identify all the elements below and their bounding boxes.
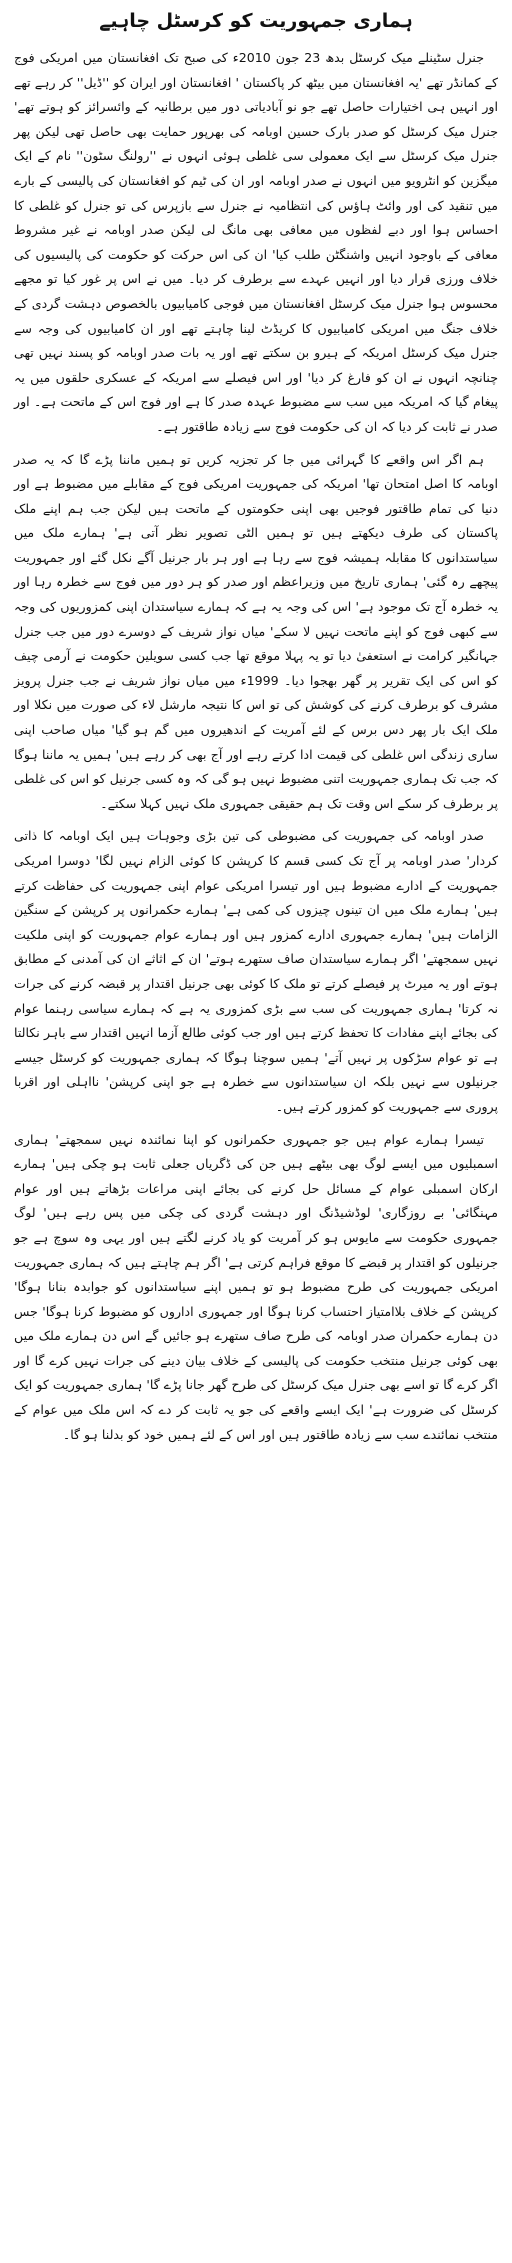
article-paragraph-3: صدر اوبامہ کی جمہوریت کی مضبوطی کی تین بڑی وجوہات ہیں ایک اوبامہ کا ذاتی کردار' صدر اوبامہ پر آج تک کسی قسم کا کرپشن کا کوئی الزام نہیں لگا' دوسرا امریکی جمہوریت کے ادارے مضبوط ہیں اور تیسرا امریکی عوام اپنی جمہوریت کی حفاظت کرتے ہیں' ہمارے ملک میں ان تینوں چیزوں کی کمی ہے' ہمارے حکمرانوں پر کرپشن کے سنگین الزامات ہیں' ہمارے جمہوری ادارے کمزور ہیں اور ہمارے عوام جمہوریت کو اپنی ملکیت نہیں سمجھتے' اگر ہمارے سیاستدان صاف ستھرے ہوتے' ان کے اثاثے ان کی آمدنی کے مطابق ہوتے اور یہ میرٹ پر فیصلے کرتے تو ملک کا کوئی بھی جرنیل اقتدار پر قبضہ کرنے کی جرات نہ کرتا' ہماری جمہوریت کی سب سے بڑی کمزوری یہ ہے کہ ہمارے سیاسی رہنما عوام کی بجائے اپنے مفادات کا تحفظ کرتے ہیں اور جب کوئی طالع آزما انہیں اقتدار سے باہر نکالتا ہے تو عوام سڑکوں پر نہیں آتے' ہمیں سوچنا ہوگا کہ ہماری جمہوریت کو کرسٹل جیسے جرنیلوں سے نہیں بلکہ ان سیاستدانوں سے خطرہ ہے جو اپنی کرپشن' نااہلی اور اقربا پروری سے جمہوریت کو کمزور کرتے ہیں۔ [14, 828, 498, 1114]
article-paragraph-1: جنرل سٹینلے میک کرسٹل بدھ 23 جون 2010ء کی صبح تک افغانستان میں امریکی فوج کے کمانڈر تھے 'یہ افغانستان میں بیٹھ کر پاکستان ' افغانستان اور ایران کو ''ڈیل'' کر رہے تھے اور انہیں ہی اختیارات حاصل تھے جو نو آبادیاتی دور میں برطانیہ کے وائسرائز کو ہوتے تھے' جنرل میک کرسٹل کو صدر بارک حسین اوبامہ کی بھرپور حمایت بھی حاصل تھی لیکن پھر جنرل میک کرسٹل سے ایک معمولی سی غلطی ہوئی انہوں نے ''رولنگ سٹون'' نام کے ایک میگزین کو انٹرویو میں انہوں نے صدر اوبامہ اور ان کی ٹیم کو افغانستان کی پالیسی کے بارے میں تنقید کی اور وائٹ ہاؤس کی انتظامیہ نے جنرل سے بازپرس کی تو جنرل کو غلطی کا احساس ہوا اور دبے لفظوں میں معافی بھی مانگ لی لیکن صدر اوبامہ نے غیر مشروط معافی کے باوجود انہیں واشنگٹن طلب کیا' ان کی اس حرکت کو حکومت کی پالیسیوں کی خلاف ورزی قرار دیا اور انہیں عہدے سے برطرف کر دیا۔ میں نے اس پر غور کیا تو مجھے محسوس ہوا جنرل میک کرسٹل افغانستان میں فوجی کامیابیوں بالخصوص دہشت گردی کے خلاف جنگ میں امریکی کامیابیوں کا کریڈٹ لینا چاہتے تھے اور ان کامیابیوں کی وجہ سے جنرل میک کرسٹل امریکہ کے ہیرو بن سکتے تھے اور یہ بات صدر اوبامہ کو پسند نہیں تھی چنانچہ انہوں نے ان کو فارغ کر دیا' اور اس فیصلے سے امریکہ کے عسکری حلقوں میں یہ پیغام گیا کہ امریکہ میں سب سے مضبوط عہدہ صدر کا ہے اور فوج اس کے ماتحت ہے۔ اور صدر نے ثابت کر دیا کہ ان کی حکومت فوج سے زیادہ طاقتور ہے۔ [14, 50, 498, 434]
article-headline: ہماری جمہوریت کو کرسٹل چاہیے [99, 10, 413, 32]
article-body [14, 46, 498, 1447]
article-paragraph-4: تیسرا ہمارے عوام ہیں جو جمہوری حکمرانوں کو اپنا نمائندہ نہیں سمجھتے' ہماری اسمبلیوں میں ایسے لوگ بھی بیٹھے ہیں جن کی ڈگریاں جعلی ثابت ہو چکی ہیں' ہمارے ارکان اسمبلی عوام کے مسائل حل کرنے کی بجائے اپنی مراعات بڑھاتے ہیں اور عوام مہنگائی' بے روزگاری' لوڈشیڈنگ اور دہشت گردی کی چکی میں پس رہے ہیں' لوگ جمہوری حکومت سے مایوس ہو کر آمریت کو یاد کرنے لگتے ہیں اور یہی وہ سوچ ہے جو جرنیلوں کو اقتدار پر قبضے کا موقع فراہم کرتی ہے' اگر ہم چاہتے ہیں کہ ہماری جمہوریت امریکی جمہوریت کی طرح مضبوط ہو تو ہمیں اپنے سیاستدانوں کو جوابدہ بنانا ہوگا' کرپشن کے خلاف بلاامتیاز احتساب کرنا ہوگا اور جمہوری اداروں کو مضبوط کرنا ہوگا' جس دن ہمارے حکمران صدر اوبامہ کی طرح صاف ستھرے ہو جائیں گے اس دن ہمارے ملک میں بھی کوئی جرنیل منتخب حکومت کی پالیسی کے خلاف بیان دینے کی جرات نہیں کرے گا اور اگر کرے گا تو اسے بھی جنرل میک کرسٹل کی طرح گھر جانا پڑے گا' ہماری جمہوریت کو ایک کرسٹل کی ضرورت ہے' ایک ایسے واقعے کی جو یہ ثابت کر دے کہ اس ملک میں عوام کے منتخب نمائندے سب سے زیادہ طاقتور ہیں اور اس کے لئے ہمیں خود کو بدلنا ہو گا۔ [14, 1131, 499, 1442]
article-paragraph-2: ہم اگر اس واقعے کا گہرائی میں جا کر تجزیہ کریں تو ہمیں ماننا پڑے گا کہ یہ صدر اوبامہ کا اصل امتحان تھا' امریکہ کی جمہوریت امریکی فوج کے مقابلے میں مضبوط ہے اور دنیا کی تمام طاقتور فوجیں بھی اپنی حکومتوں کے ماتحت ہیں لیکن جب ہم اپنے ملک پاکستان کی طرف دیکھتے ہیں تو ہمیں الٹی تصویر نظر آتی ہے' ہمارے ملک میں سیاستدانوں کا مقابلہ ہمیشہ فوج سے رہا ہے اور ہر بار جرنیل آگے نکل گئے اور جمہوریت پیچھے رہ گئی' ہماری تاریخ میں وزیراعظم اور صدر کو ہر دور میں فوج سے خطرہ رہا اور یہ خطرہ آج تک موجود ہے' اس کی وجہ یہ ہے کہ ہمارے سیاستدان اپنی کمزوریوں کی وجہ سے کبھی فوج کو اپنے ماتحت نہیں لا سکے' میاں نواز شریف کے دوسرے دور میں جب جنرل جہانگیر کرامت نے استعفیٰ دیا تو یہ پہلا موقع تھا جب کسی سویلین حکومت نے آرمی چیف کو اس کی ایک تقریر پر گھر بھجوا دیا۔ 1999ء میں میاں نواز شریف نے جب جنرل پرویز مشرف کو برطرف کرنے کی کوشش کی تو اس کا نتیجہ مارشل لاء کی صورت میں نکلا اور ملک ایک بار پھر دس برس کے لئے آمریت کے اندھیروں میں گم ہو گیا' میاں صاحب اپنی ساری زندگی اس غلطی کی قیمت ادا کرتے رہے اور آج بھی کر رہے ہیں' ہمیں یہ ماننا ہوگا کہ جب تک ہماری جمہوریت اتنی مضبوط نہیں ہو گی کہ وہ کسی جرنیل کو اس کی غلطی پر برطرف کر سکے اس وقت تک ہم حقیقی جمہوری ملک نہیں کہلا سکتے۔ [14, 451, 498, 811]
